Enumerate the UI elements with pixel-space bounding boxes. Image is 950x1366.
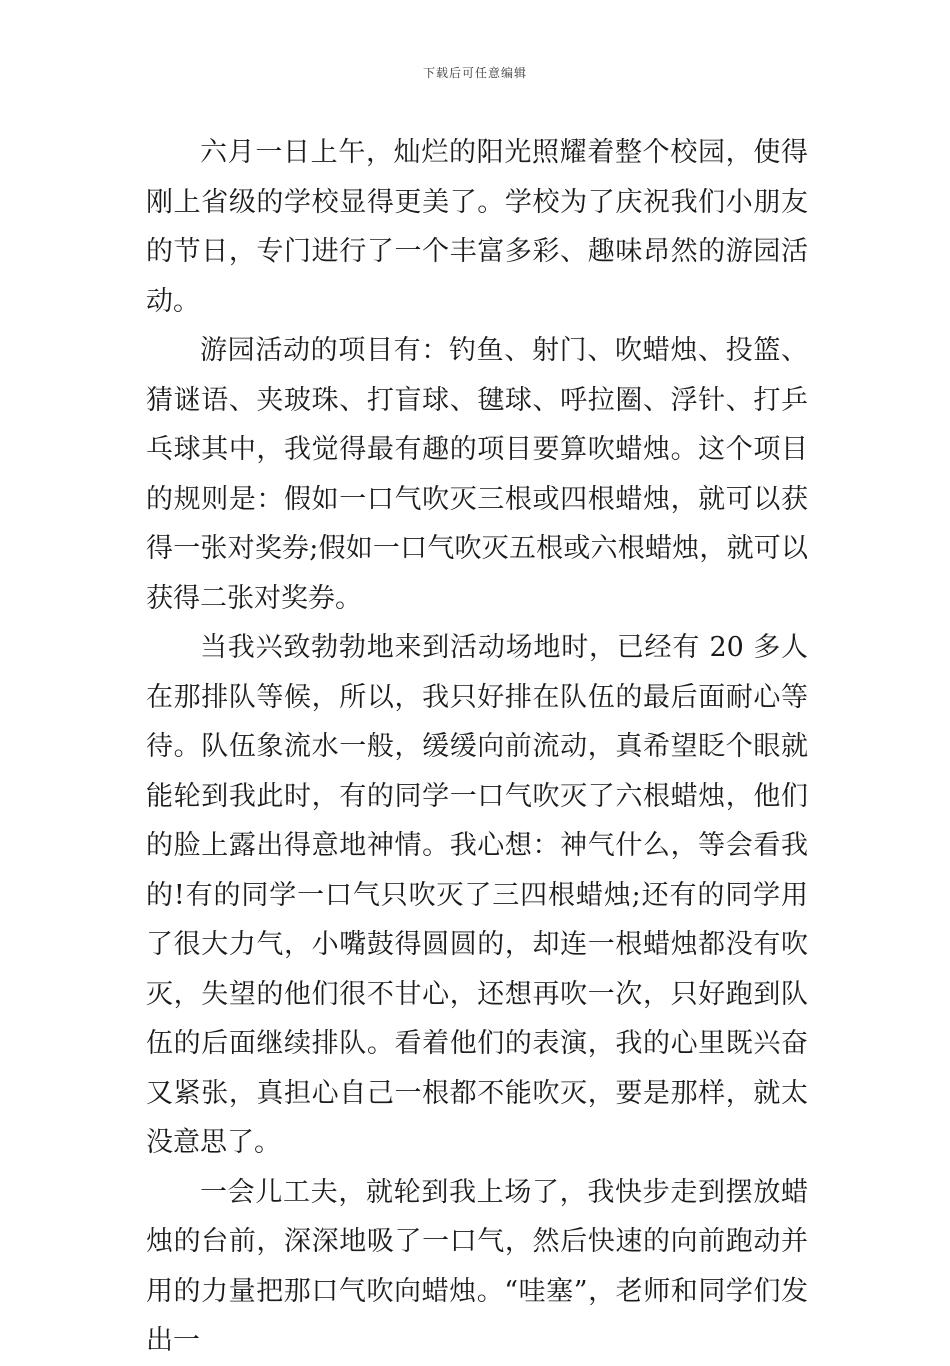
paragraph-2: 游园活动的项目有：钓鱼、射门、吹蜡烛、投篮、猜谜语、夹玻珠、打盲球、毽球、呼拉圈、浮针、打乒乓球其中，我觉得最有趣的项目要算吹蜡烛。这个项目的规则是：假如一口气吹灭三根或四根蜡烛，就可以获得一张对奖券;假如一口气吹灭五根或六根蜡烛，就可以获得二张对奖券。 — [146, 335, 808, 614]
header-note: 下载后可任意编辑 — [422, 66, 527, 80]
paragraph-3: 当我兴致勃勃地来到活动场地时，已经有 20 多人在那排队等候，所以，我只好排在队伍的最后面耐心等待。队伍象流水一般，缓缓向前流动，真希望眨个眼就能轮到我此时，有的同学一口气吹灭了六根蜡烛，他们的脸上露出得意地神情。我心想：神气什么，等会看我的!有的同学一口气只吹灭了三四根蜡烛;还有的同学用了很大力气，小嘴鼓得圆圆的，却连一根蜡烛都没有吹灭，失望的他们很不甘心，还想再吹一次，只好跑到队伍的后面继续排队。看着他们的表演，我的心里既兴奋又紧张，真担心自己一根都不能吹灭，要是那样，就太没意思了。 — [146, 632, 808, 1158]
paragraph-4: 一会儿工夫，就轮到我上场了，我快步走到摆放蜡烛的台前，深深地吸了一口气，然后快速的向前跑动并用的力量把那口气吹向蜡烛。“哇塞”，老师和同学们发出一 — [146, 1176, 808, 1356]
document-body — [146, 128, 808, 1366]
paragraph-1: 六月一日上午，灿烂的阳光照耀着整个校园，使得刚上省级的学校显得更美了。学校为了庆祝我们小朋友的节日，专门进行了一个丰富多彩、趣味昂然的游园活动。 — [146, 137, 808, 317]
